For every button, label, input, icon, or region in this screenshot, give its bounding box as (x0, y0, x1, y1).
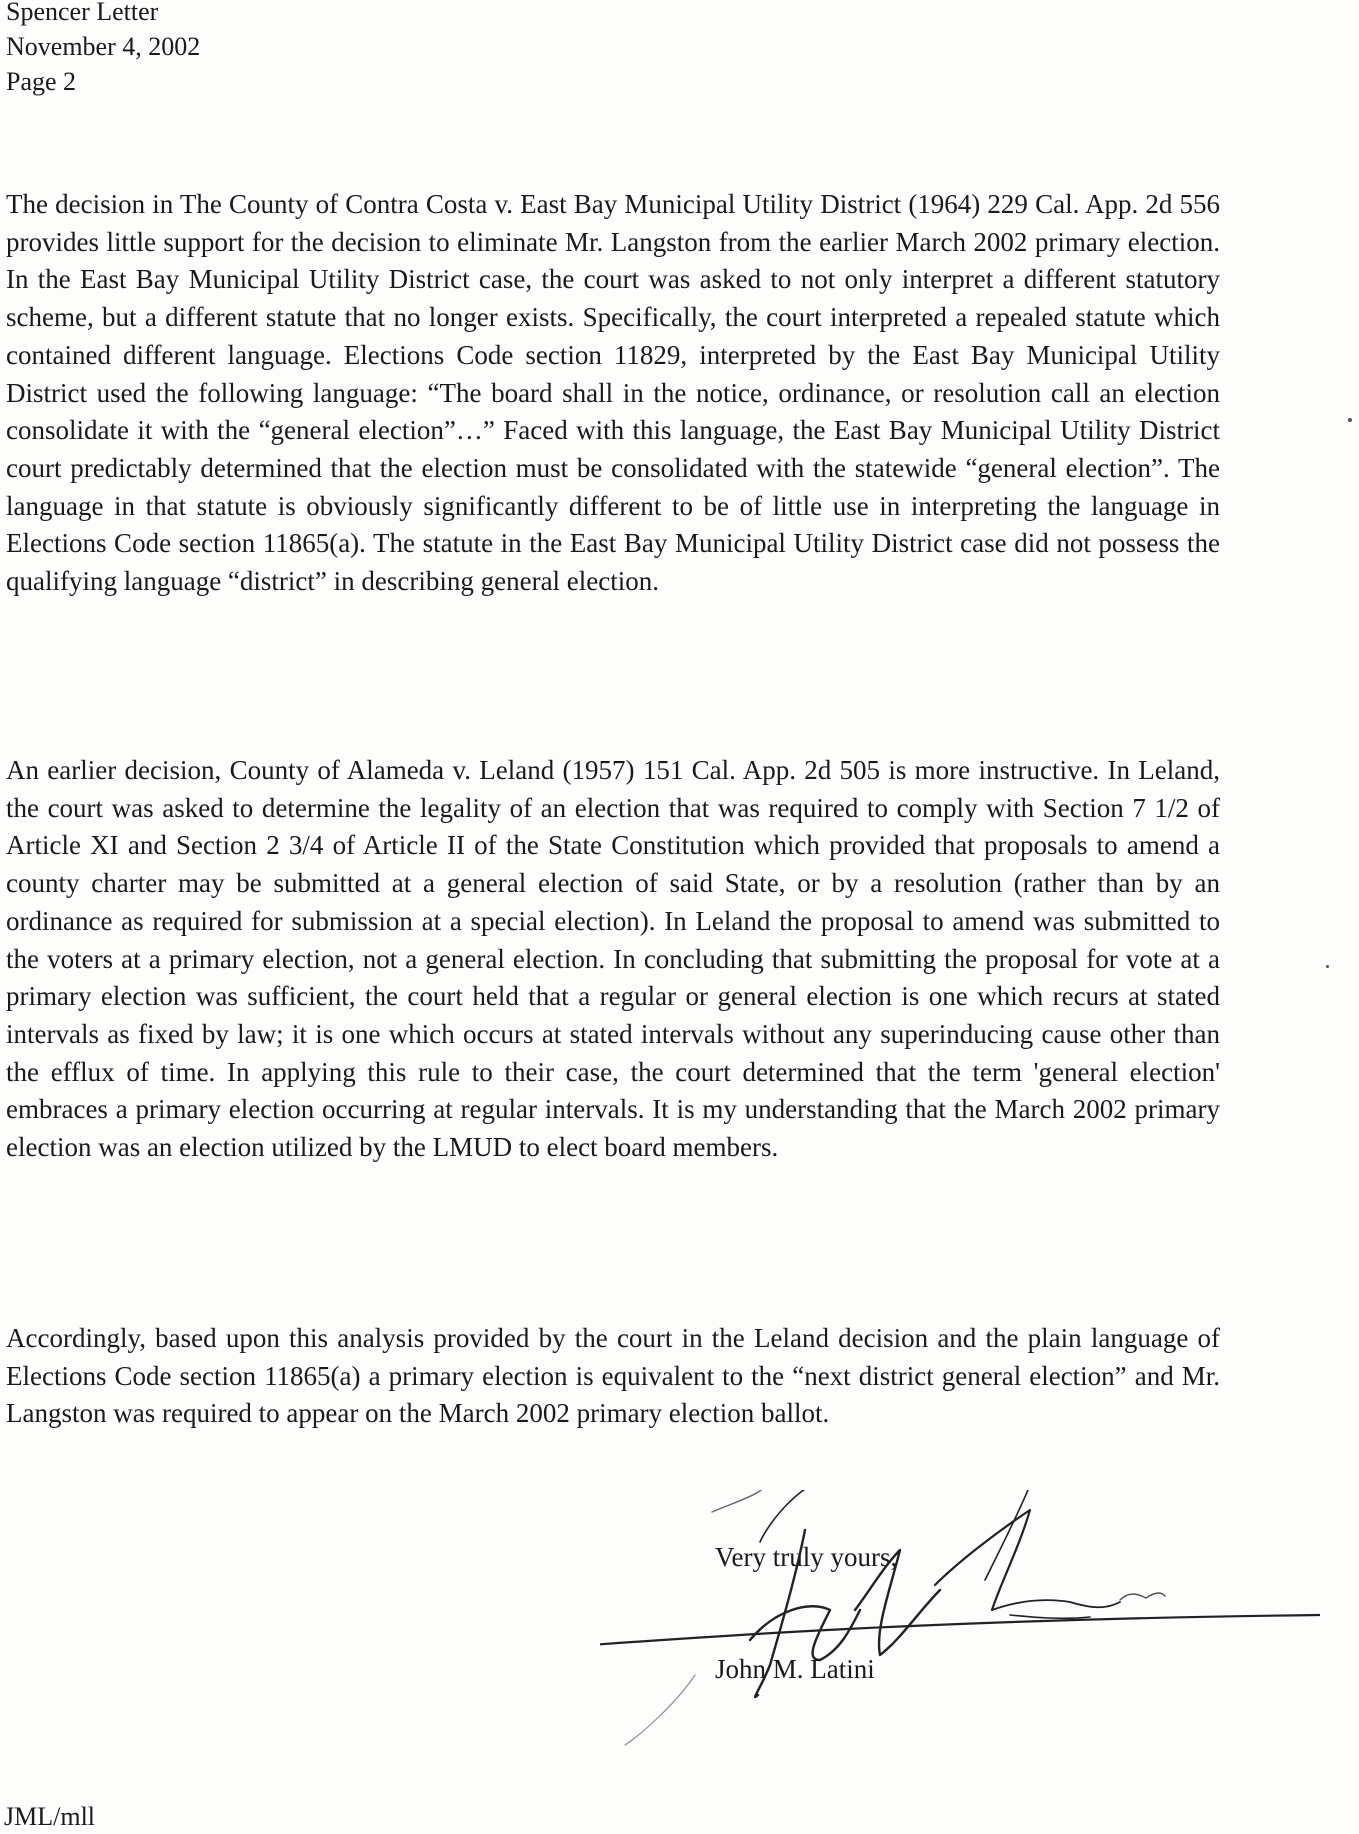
closing-salutation: Very truly yours, (715, 1542, 898, 1572)
scan-speck (1326, 965, 1329, 968)
body-paragraph-1: The decision in The County of Contra Costa v. East Bay Municipal Utility District (1964) 229 Cal. App. 2d 556 provides little support for the decision to eliminate Mr. Langston from the earlier March 2002 primary election. In the East Bay Municipal Utility District case, the court was asked to not only interpret a different statutory scheme, but a different statute that no longer exists. Specifically, the court interpreted a repealed statute which contained different language. Elections Code section 11829, interpreted by the East Bay Municipal Utility District used the following language: “The board shall in the notice, ordinance, or resolution call an election consolidate it with the “general election”…” Faced with this language, the East Bay Municipal Utility District court predictably determined that the election must be consolidated with the statewide “general election”. The language in that statute is obviously significantly different to be of little use in interpreting the language in Elections Code section 11865(a). The statute in the East Bay Municipal Utility District case did not possess the qualifying language “district” in describing general election. (6, 189, 1220, 597)
body-paragraph-3: Accordingly, based upon this analysis provided by the court in the Leland decision and the plain language of Elections Code section 11865(a) a primary election is equivalent to the “next district general election” and Mr. Langston was required to appear on the March 2002 primary election ballot. (6, 1323, 1220, 1429)
signer-name: John M. Latini (715, 1654, 875, 1684)
handwritten-signature (600, 1490, 1320, 1750)
header-page-number: Page 2 (6, 67, 77, 96)
body-paragraph-2: An earlier decision, County of Alameda v. Leland (1957) 151 Cal. App. 2d 505 is more instructive. In Leland, the court was asked to determine the legality of an election that was required to comply with Section 7 1/2 of Article XI and Section 2 3/4 of Article II of the State Constitution which provided that proposals to amend a county charter may be submitted at a general election of said State, or by a resolution (rather than by an ordinance as required for submission at a special election). In Leland the proposal to amend was submitted to the voters at a primary election, not a general election. In concluding that submitting the proposal for vote at a primary election was sufficient, the court held that a regular or general election is one which recurs at stated intervals as fixed by law; it is one which occurs at stated intervals without any superinducing cause other than the efflux of time. In applying this rule to their case, the court determined that the term 'general election' embraces a primary election occurring at regular intervals. It is my understanding that the March 2002 primary election was an election utilized by the LMUD to elect board members. (6, 755, 1220, 1163)
letter-header (6, 0, 200, 99)
header-recipient: Spencer Letter (6, 0, 159, 26)
scan-speck (1348, 418, 1352, 422)
header-date: November 4, 2002 (6, 32, 201, 61)
reference-initials: JML/mll (4, 1802, 96, 1831)
